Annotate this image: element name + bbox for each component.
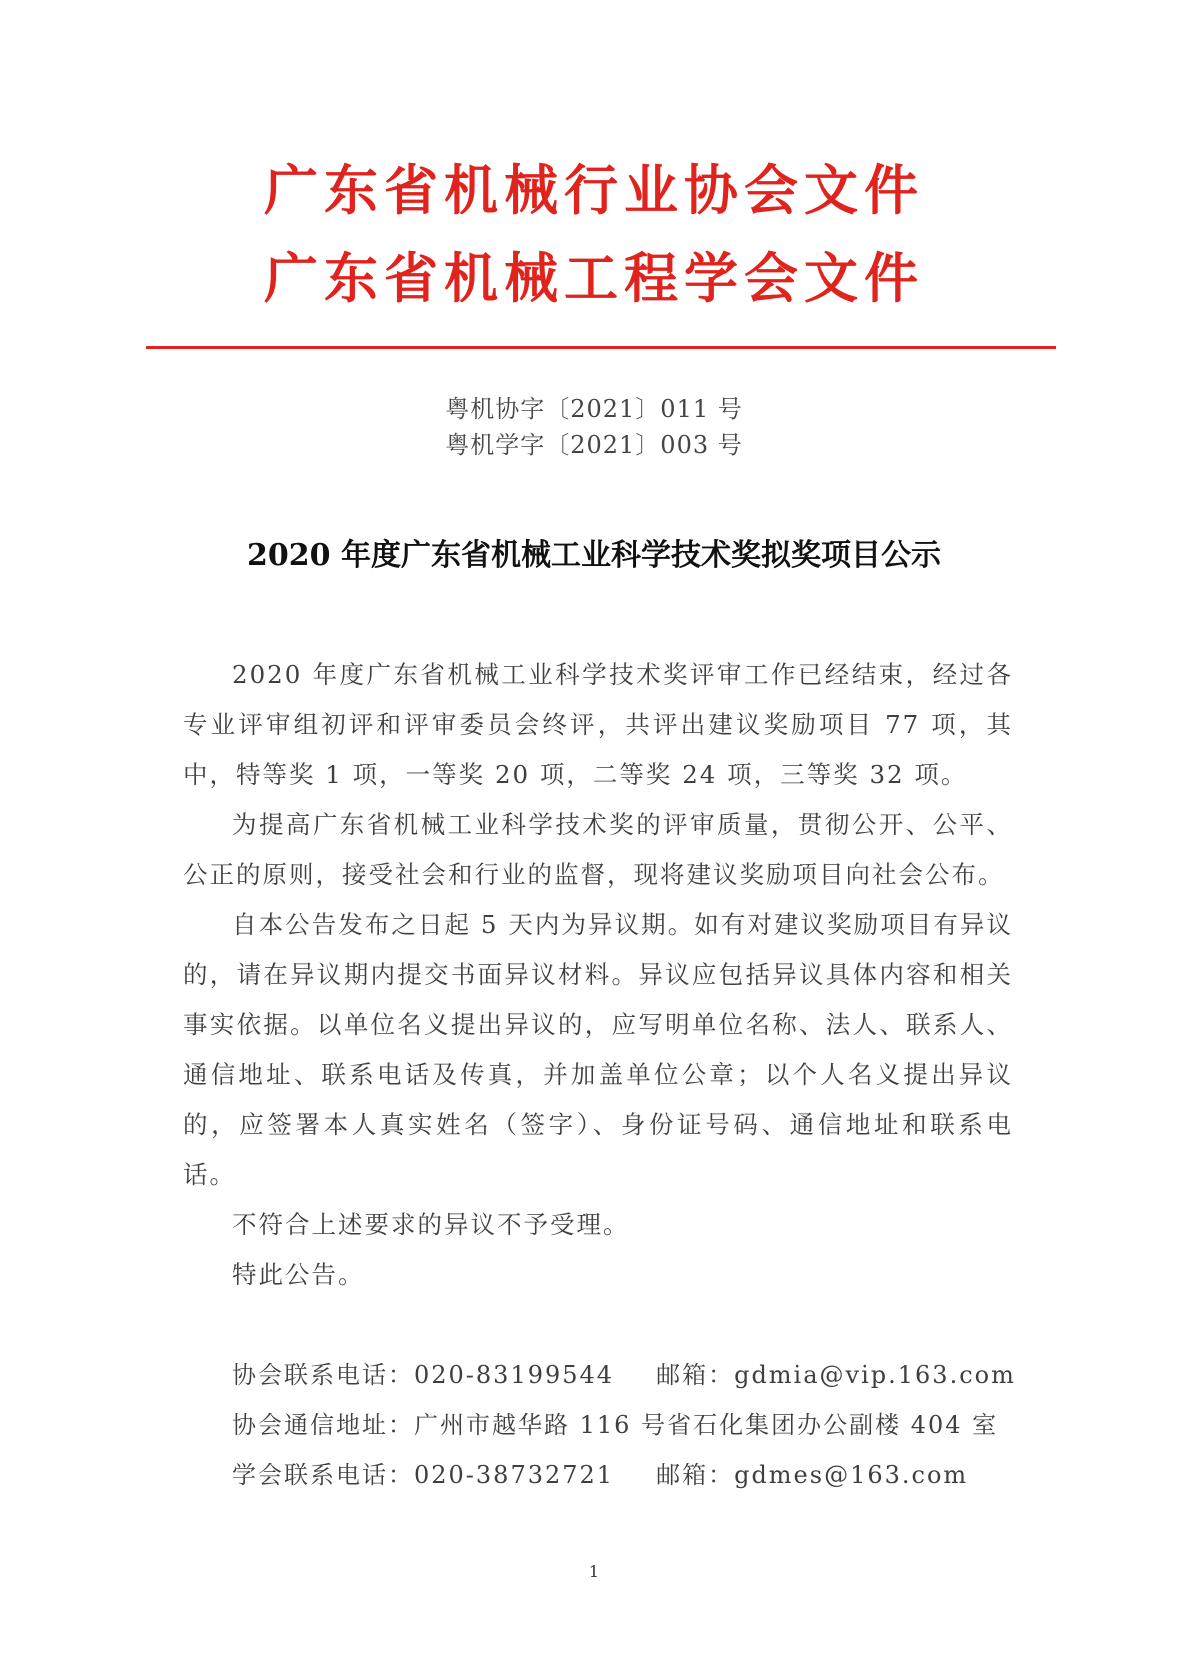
header-title-association: 广东省机械行业协会文件 bbox=[264, 158, 924, 222]
paragraph-summary: 2020 年度广东省机械工业科学技术奖评审工作已经结束，经过各专业评审组初评和评审委员会终评，共评出建议奖励项目 77 项，其中，特等奖 1 项，一等奖 20 项，二等奖 24 项，三等奖 32 项。 bbox=[183, 660, 1013, 789]
society-email: 邮箱：gdmes@163.com bbox=[656, 1461, 969, 1489]
contact-line-association bbox=[232, 1350, 1032, 1400]
document-title: 2020 年度广东省机械工业科学技术奖拟奖项目公示 bbox=[247, 538, 941, 573]
association-address: 协会通信地址：广州市越华路 116 号省石化集团办公副楼 404 室 bbox=[232, 1411, 999, 1439]
contact-line-society bbox=[232, 1450, 1032, 1500]
header-title-society: 广东省机械工程学会文件 bbox=[264, 246, 924, 310]
association-email: 邮箱：gdmia@vip.163.com bbox=[656, 1361, 1016, 1389]
paragraph-closing: 特此公告。 bbox=[232, 1260, 365, 1289]
paragraph-rejection-rule: 不符合上述要求的异议不予受理。 bbox=[232, 1210, 630, 1239]
contact-line-address bbox=[232, 1400, 1032, 1450]
paragraph-objection-period: 自本公告发布之日起 5 天内为异议期。如有对建议奖励项目有异议的，请在异议期内提交书面异议材料。异议应包括异议具体内容和相关事实依据。以单位名义提出异议的，应写明单位名称、法人、联系人、通信地址、联系电话及传真，并加盖单位公章；以个人名义提出异议的，应签署本人真实姓名（签字）、身份证号码、通信地址和联系电话。 bbox=[183, 910, 1013, 1189]
header-divider bbox=[146, 346, 1056, 349]
society-phone: 学会联系电话：020-38732721 bbox=[232, 1461, 615, 1489]
doc-number-association: 粤机协字〔2021〕011 号 bbox=[445, 395, 743, 423]
contact-block bbox=[232, 1350, 1032, 1500]
paragraph-purpose: 为提高广东省机械工业科学技术奖的评审质量，贯彻公开、公平、公正的原则，接受社会和行业的监督，现将建议奖励项目向社会公布。 bbox=[183, 810, 1013, 889]
page-number: 1 bbox=[588, 1562, 600, 1581]
document-body bbox=[183, 650, 1013, 1300]
association-phone: 协会联系电话：020-83199544 bbox=[232, 1361, 615, 1389]
doc-number-society: 粤机学字〔2021〕003 号 bbox=[445, 431, 743, 459]
